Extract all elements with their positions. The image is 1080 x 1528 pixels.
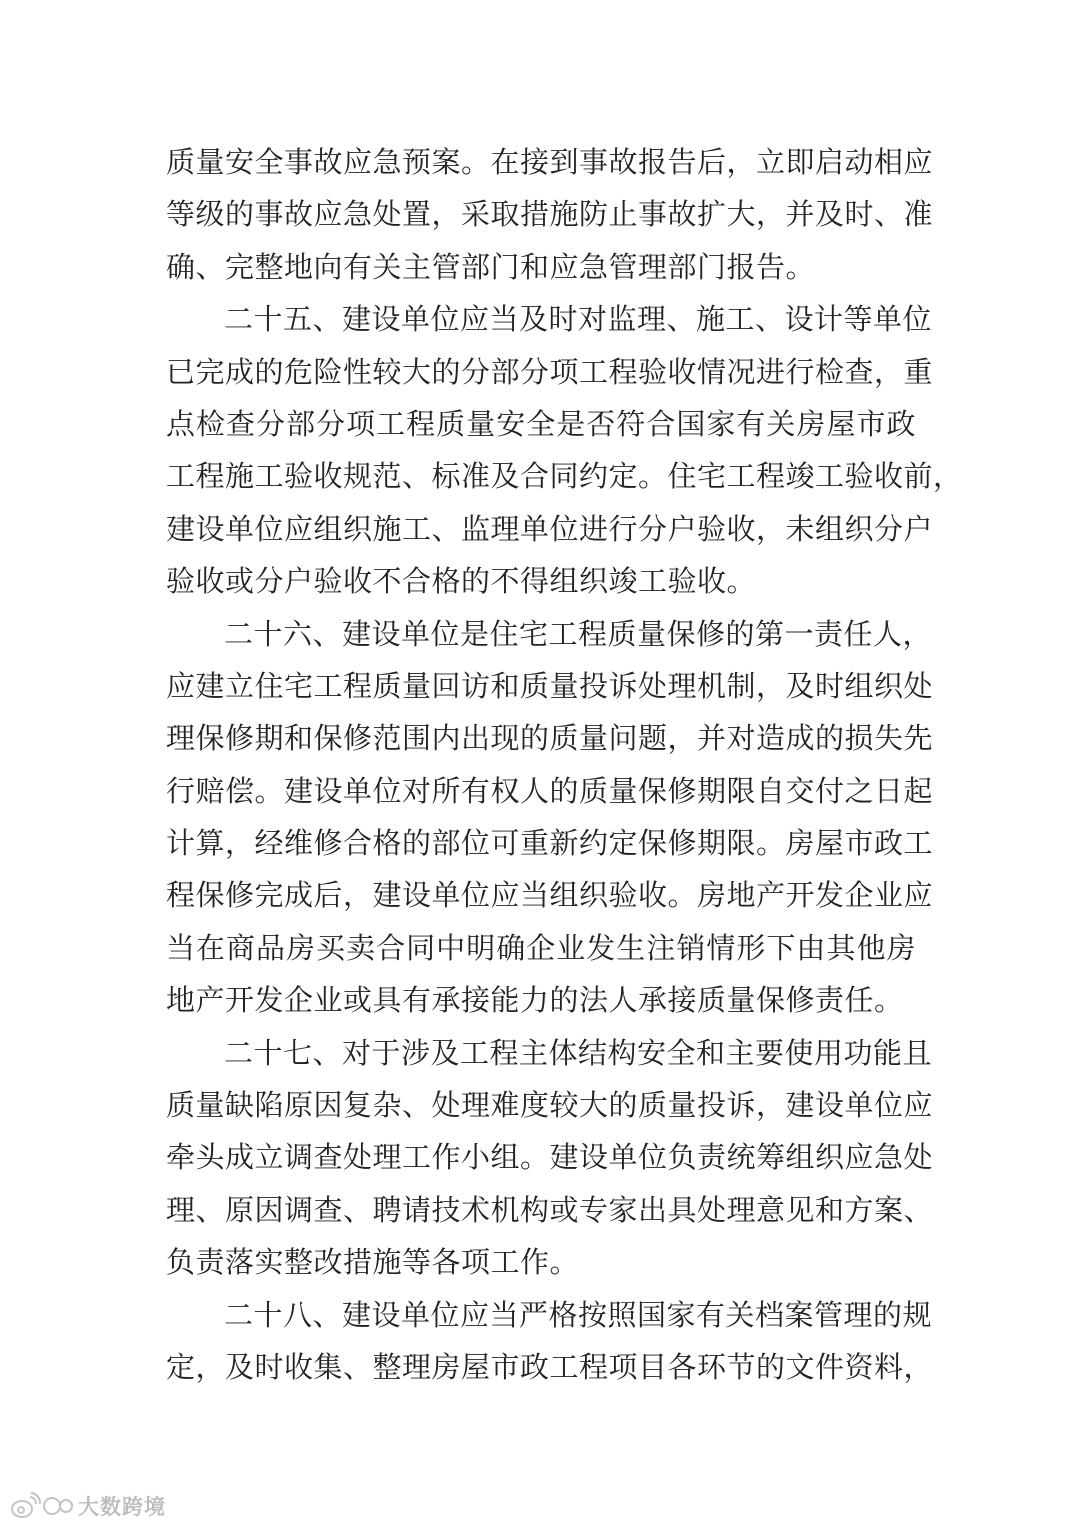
text-line: 程保修完成后，建设单位应当组织验收。房地产开发企业应 [166, 878, 934, 913]
text-line: 计算，经维修合格的部位可重新约定保修期限。房屋市政工 [166, 826, 934, 861]
paragraph-start-line: 二十七、对于涉及工程主体结构安全和主要使用功能且 [224, 1035, 933, 1070]
text-line: 确、完整地向有关主管部门和应急管理部门报告。 [166, 249, 816, 284]
text-line: 地产开发企业或具有承接能力的法人承接质量保修责任。 [166, 983, 904, 1018]
weibo-style-logo-icon [10, 1491, 74, 1521]
text-line: 建设单位应组织施工、监理单位进行分户验收，未组织分户 [166, 511, 934, 546]
text-line: 质量缺陷原因复杂、处理难度较大的质量投诉，建设单位应 [166, 1088, 934, 1123]
text-line: 当在商品房买卖合同中明确企业发生注销情形下由其他房 [166, 930, 916, 965]
text-line: 质量安全事故应急预案。在接到事故报告后，立即启动相应 [166, 145, 934, 179]
text-line: 行赔偿。建设单位对所有权人的质量保修期限自交付之日起 [166, 773, 934, 808]
text-line: 工程施工验收规范、标准及合同约定。住宅工程竣工验收前， [166, 459, 963, 494]
text-line: 等级的事故应急处置，采取措施防止事故扩大，并及时、准 [166, 197, 934, 232]
text-line: 已完成的危险性较大的分部分项工程验收情况进行检查，重 [166, 354, 934, 389]
text-line: 定，及时收集、整理房屋市政工程项目各环节的文件资料， [166, 1349, 934, 1384]
paragraph-start-line: 二十八、建设单位应当严格按照国家有关档案管理的规 [224, 1297, 933, 1332]
text-line: 点检查分部分项工程质量安全是否符合国家有关房屋市政 [166, 406, 916, 441]
text-line: 理保修期和保修范围内出现的质量问题，并对造成的损失先 [166, 721, 934, 756]
text-line: 牵头成立调查处理工作小组。建设单位负责统筹组织应急处 [166, 1140, 934, 1175]
text-line: 验收或分户验收不合格的不得组织竣工验收。 [166, 564, 757, 599]
text-line: 应建立住宅工程质量回访和质量投诉处理机制，及时组织处 [166, 668, 934, 703]
paragraph-start-line: 二十六、建设单位是住宅工程质量保修的第一责任人， [224, 616, 933, 651]
document-body [166, 136, 963, 1393]
watermark-text: 大数跨境 [78, 1495, 166, 1519]
text-line: 负责落实整改措施等各项工作。 [166, 1245, 580, 1280]
watermark [10, 1490, 166, 1522]
paragraph-start-line: 二十五、建设单位应当及时对监理、施工、设计等单位 [224, 302, 933, 337]
text-line: 理、原因调查、聘请技术机构或专家出具处理意见和方案、 [166, 1192, 934, 1227]
